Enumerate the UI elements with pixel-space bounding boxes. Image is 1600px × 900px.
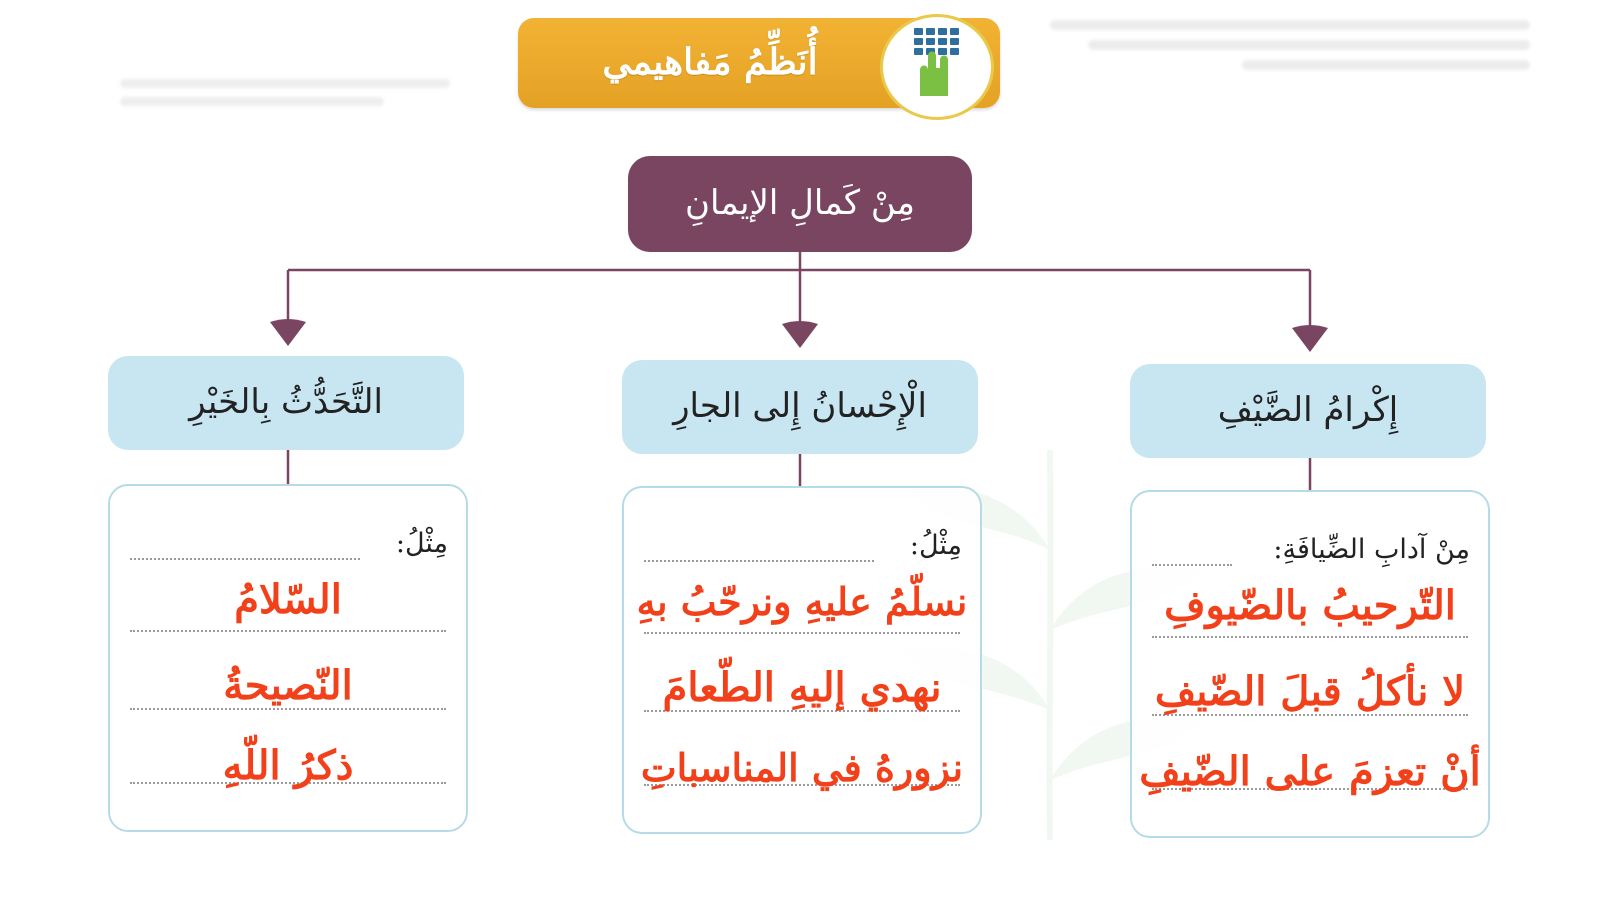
dotted-line [644, 632, 960, 634]
dotted-line [130, 630, 446, 632]
detail-prompt: مِثْلُ: [909, 530, 962, 561]
dotted-line [644, 560, 874, 562]
answer-text: أنْ تعزمَ على الضّيفِ [1139, 748, 1481, 795]
category-node-honoring-guest: إِكْرامُ الضَّيْفِ [1130, 364, 1486, 458]
arrow-down-icon [270, 319, 306, 346]
detail-box-honoring-guest [1130, 490, 1490, 838]
detail-prompt: مِثْلُ: [395, 528, 448, 559]
dotted-line [1152, 564, 1232, 566]
answer-text: نسلّمُ عليهِ ونرحّبُ بهِ [636, 579, 968, 624]
dotted-line [1152, 636, 1468, 638]
category-node-kindness-to-neighbor: الْإِحْسانُ إِلى الجارِ [622, 360, 978, 454]
detail-box-kindness-to-neighbor [622, 486, 982, 834]
detail-box-speaking-good [108, 484, 468, 832]
answer-text: التّرحيبُ بالضّيوفِ [1164, 582, 1456, 629]
answer-text: ذكرُ اللّهِ [222, 742, 354, 789]
root-concept-node: مِنْ كَمالِ الإيمانِ [628, 156, 972, 252]
dotted-line [130, 558, 360, 560]
detail-prompt: مِنْ آدابِ الضِّيافَةِ: [1273, 534, 1470, 565]
answer-text: نزورهُ في المناسباتِ [640, 745, 964, 790]
arrow-down-icon [782, 321, 818, 348]
category-node-speaking-good: التَّحَدُّثُ بِالخَيْرِ [108, 356, 464, 450]
answer-text: السّلامُ [234, 576, 342, 623]
answer-text: لا نأكلُ قبلَ الضّيفِ [1154, 668, 1466, 715]
answer-text: النّصيحةُ [223, 662, 353, 709]
arrow-down-icon [1292, 325, 1328, 352]
answer-text: نهدي إليهِ الطّعامَ [662, 664, 942, 711]
header-title: أُنَظِّمُ مَفاهيمي [602, 41, 818, 83]
